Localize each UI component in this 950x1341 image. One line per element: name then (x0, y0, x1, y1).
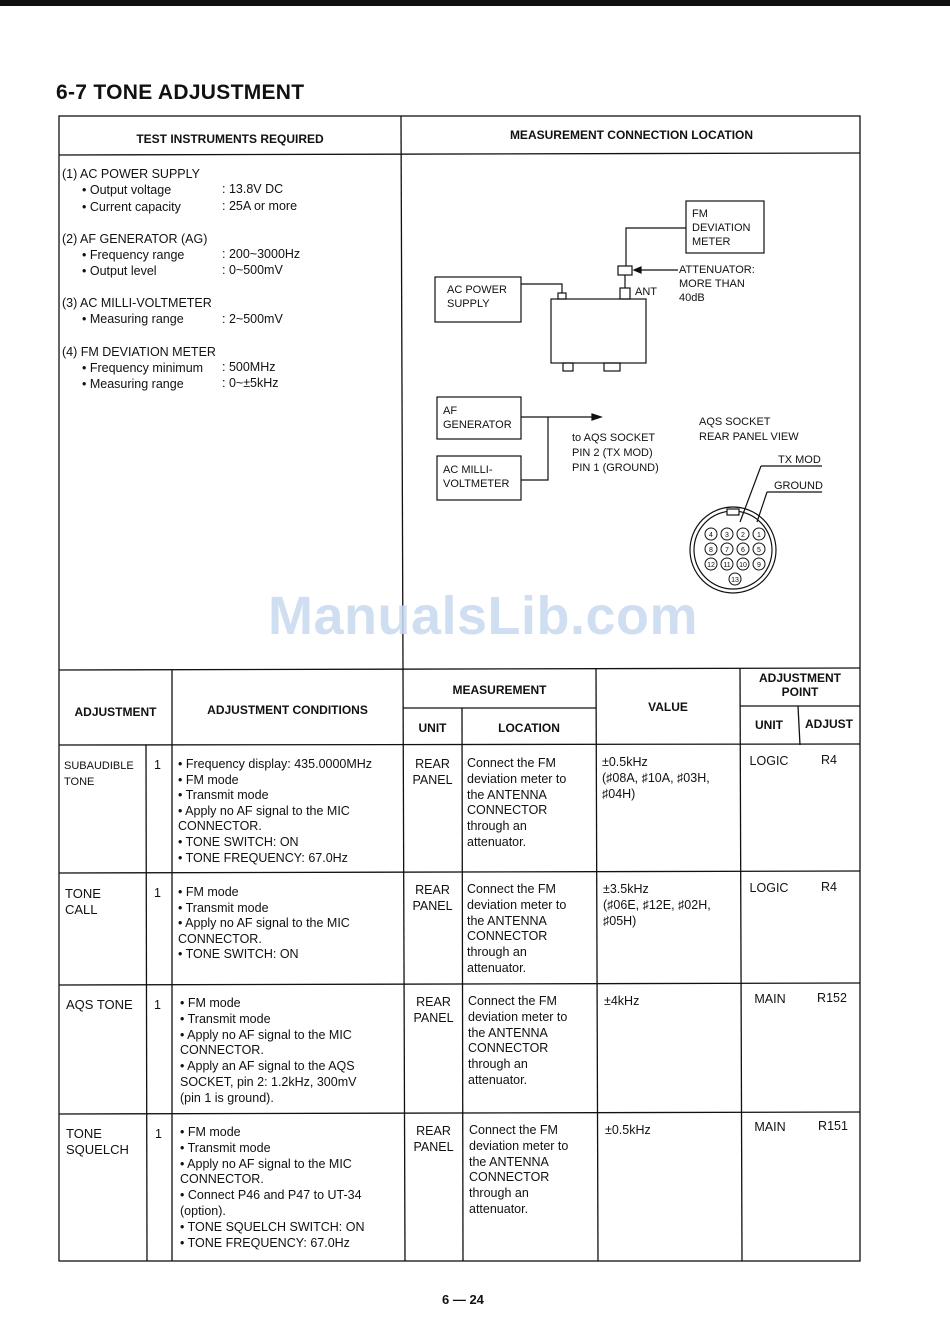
spec-label: • Current capacity (82, 200, 181, 214)
row-ap-adjust: R152 (817, 991, 847, 1005)
row-ap-unit: LOGIC (749, 881, 789, 895)
tx-mod-label: TX MOD (778, 454, 821, 466)
row-conditions: • FM mode • Transmit mode • Apply no AF signal to the MIC CONNECTOR. • TONE SWITCH: ON (178, 885, 350, 962)
col-conditions: ADJUSTMENT CONDITIONS (207, 703, 368, 717)
af-generator-label: AF GENERATOR (443, 405, 512, 431)
col-adjustment: ADJUSTMENT (74, 705, 157, 719)
socket-pin-label: 1 (757, 532, 761, 539)
row-ap-adjust: R4 (821, 753, 837, 767)
col-ap-adjust: ADJUST (804, 717, 853, 731)
row-ap-unit: MAIN (754, 1120, 786, 1134)
ac-power-label: AC POWER SUPPLY (447, 284, 507, 310)
row-step: 1 (155, 1127, 162, 1141)
spec-value: : 25A or more (222, 199, 298, 213)
col-value: VALUE (648, 700, 688, 714)
ground-label: GROUND (774, 480, 823, 492)
row-value: ±4kHz (604, 994, 640, 1008)
row-unit: REAR PANEL (413, 995, 454, 1025)
row-ap-adjust: R151 (818, 1119, 848, 1133)
row-location: Connect the FM deviation meter to the ANTENNA CONNECTOR through an attenuator. (467, 756, 567, 849)
row-value: ±0.5kHz (605, 1123, 651, 1137)
spec-label: • Measuring range (82, 377, 184, 391)
socket-pin-label: 4 (709, 532, 713, 539)
instruments-header: TEST INSTRUMENTS REQUIRED (136, 132, 324, 146)
socket-pin-label: 13 (731, 577, 739, 584)
row-ap-adjust: R4 (821, 880, 837, 894)
row-step: 1 (154, 758, 161, 772)
spec-value: : 200~3000Hz (222, 247, 301, 261)
instrument-title: (1) AC POWER SUPPLY (62, 167, 200, 181)
row-name: AQS TONE (66, 997, 133, 1012)
watermark: ManualsLib.com (268, 586, 699, 646)
col-unit: UNIT (418, 721, 447, 735)
row-name: TONE CALL (65, 886, 101, 917)
spec-value: : 0~500mV (222, 263, 283, 277)
spec-value: : 500MHz (222, 360, 276, 374)
ac-milli-label: AC MILLI- VOLTMETER (443, 464, 510, 490)
aqs-pins-label: to AQS SOCKET PIN 2 (TX MOD) PIN 1 (GROUND) (572, 432, 659, 474)
transceiver-body (551, 299, 646, 363)
spec-label: • Output level (82, 264, 157, 278)
aqs-view-label: AQS SOCKET REAR PANEL VIEW (699, 416, 799, 443)
socket-pin-label: 12 (707, 562, 715, 569)
row-step: 1 (154, 998, 161, 1012)
col-location: LOCATION (498, 721, 560, 735)
row-conditions: • FM mode • Transmit mode • Apply no AF signal to the MIC CONNECTOR. • Apply an AF signal to the AQS SOCKET, pin 2: 1.2kHz, 300mV (pin 1 is ground). (180, 996, 357, 1105)
row-ap-unit: LOGIC (749, 754, 789, 768)
row-ap-unit: MAIN (754, 992, 786, 1006)
row-unit: REAR PANEL (413, 1124, 454, 1154)
row-conditions: • FM mode • Transmit mode • Apply no AF signal to the MIC CONNECTOR. • Connect P46 and P47 to UT-34 (option). • TONE SQUELCH SWITCH: ON • TONE FREQUENCY: 67.0Hz (180, 1125, 365, 1250)
page-number: 6 — 24 (442, 1292, 484, 1307)
row-location: Connect the FM deviation meter to the ANTENNA CONNECTOR through an attenuator. (469, 1123, 569, 1216)
socket-pin-label: 9 (757, 562, 761, 569)
connection-header: MEASUREMENT CONNECTION LOCATION (509, 128, 754, 142)
col-adj-point: ADJUSTMENT POINT (758, 671, 841, 699)
spec-value: : 0~±5kHz (222, 376, 279, 390)
row-value: ±3.5kHz (♯06E, ♯12E, ♯02H, ♯05H) (603, 882, 711, 928)
spec-label: • Frequency minimum (82, 361, 204, 375)
ant-label: ANT (635, 286, 657, 298)
attenuator-label: ATTENUATOR: MORE THAN 40dB (679, 264, 755, 304)
spec-label: • Output voltage (82, 183, 172, 197)
socket-pin-label: 3 (725, 532, 729, 539)
socket-pin-label: 2 (741, 532, 745, 539)
socket-pin-label: 7 (725, 547, 729, 554)
instrument-title: (2) AF GENERATOR (AG) (62, 232, 208, 246)
spec-label: • Frequency range (82, 248, 185, 262)
socket-pin-label: 5 (757, 547, 761, 554)
socket-pin-label: 8 (709, 547, 713, 554)
row-unit: REAR PANEL (412, 883, 453, 913)
attenuator-symbol (618, 266, 632, 275)
row-step: 1 (154, 886, 161, 900)
col-measurement: MEASUREMENT (452, 683, 547, 697)
row-unit: REAR PANEL (412, 757, 453, 787)
fm-meter-label: FM DEVIATION METER (692, 208, 751, 248)
col-ap-unit: UNIT (755, 718, 783, 732)
row-location: Connect the FM deviation meter to the ANTENNA CONNECTOR through an attenuator. (468, 994, 568, 1087)
instrument-title: (4) FM DEVIATION METER (62, 345, 216, 359)
row-name: SUBAUDIBLE TONE (64, 760, 134, 788)
spec-value: : 2~500mV (222, 312, 283, 326)
row-name: TONE SQUELCH (66, 1126, 129, 1157)
row-value: ±0.5kHz (♯08A, ♯10A, ♯03H, ♯04H) (602, 755, 710, 801)
instrument-title: (3) AC MILLI-VOLTMETER (62, 296, 212, 310)
row-conditions: • Frequency display: 435.0000MHz • FM mode • Transmit mode • Apply no AF signal to the MIC CONNECTOR. • TONE SWITCH: ON • TONE FREQUENCY: 67.0Hz (178, 757, 373, 865)
spec-value: : 13.8V DC (222, 182, 284, 196)
socket-pin-label: 11 (723, 562, 731, 569)
spec-label: • Measuring range (82, 312, 184, 326)
page-title: 6-7 TONE ADJUSTMENT (56, 81, 305, 104)
row-location: Connect the FM deviation meter to the ANTENNA CONNECTOR through an attenuator. (467, 882, 567, 975)
socket-pin-label: 6 (741, 547, 745, 554)
socket-pin-label: 10 (739, 562, 747, 569)
